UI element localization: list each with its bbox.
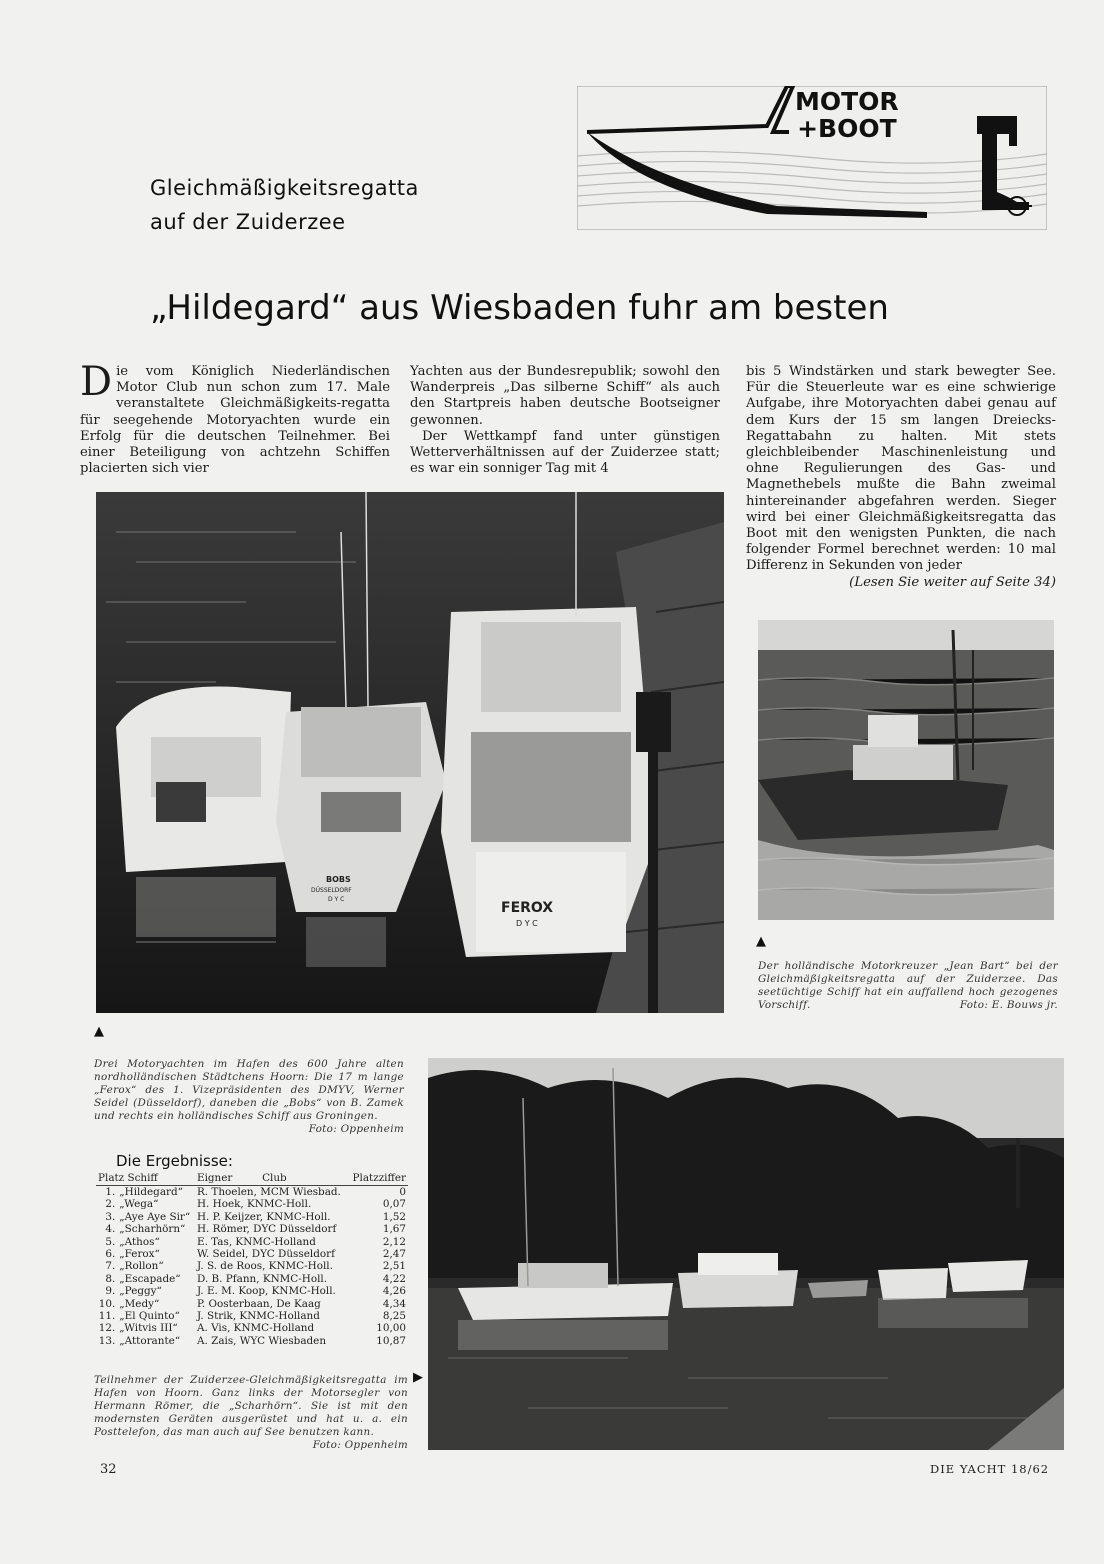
result-place: 12.: [98, 1322, 116, 1335]
results-row: [96, 1198, 408, 1210]
result-place: 4.: [105, 1223, 116, 1236]
magazine-issue: DIE YACHT 18/62: [930, 1462, 1050, 1476]
bobs-nameplate: BOBS: [326, 875, 351, 884]
result-owner-club: P. Oosterbaan, De Kaag: [196, 1297, 321, 1310]
column-2-paragraph-1: Yachten aus der Bundesrepublik; sowohl den Wanderpreis „Das silberne Schiff“ als auch den Startpreis haben deutsche Bootseigner gewonnen.: [410, 364, 720, 428]
bobs-city-mark: DÜSSELDORF: [311, 887, 352, 894]
drop-cap: D: [80, 359, 113, 405]
result-place: 9.: [105, 1285, 116, 1298]
results-header-row: [96, 1172, 408, 1186]
result-place: 8.: [105, 1272, 116, 1285]
result-ship: „Medy“: [119, 1297, 160, 1310]
column-3-text: bis 5 Windstärken und stark bewegter See. Für die Steuerleute war es eine schwierige Aufgabe, ihre Motoryachten dabei genau auf dem Kurs der 15 sm langen Dreiecks-Regattabahn zu halten. Mit stets gleichbleibender Maschinenleistung und ohne Regulierungen des Gas- und Magnethebels mußte die Bahn zweimal hintereinander abgefahren werden. Sieger wird bei einer Gleichmäßigkeitsregatta das Boot mit den wenigsten Punkten, die nach folgender Formel berechnet werden: 10 mal Differenz in Sekunden von jeder: [746, 364, 1056, 574]
result-ship: „Aye Aye Sir“: [119, 1210, 191, 1223]
caption-hoorn: [94, 1058, 404, 1136]
results-row: [96, 1322, 408, 1334]
results-row: [96, 1273, 408, 1285]
caption-harbour-credit: Foto: Oppenheim: [312, 1439, 408, 1451]
result-ship: „Hildegard“: [119, 1186, 183, 1198]
logo-text: [795, 88, 899, 142]
result-owner-club: R. Thoelen, MCM Wiesbad.: [196, 1186, 341, 1198]
result-ship: „Ferox“: [119, 1248, 160, 1261]
result-ship: „Witvis III“: [119, 1322, 178, 1335]
kicker-line-2: auf der Zuiderzee: [150, 210, 346, 234]
results-row: [96, 1186, 408, 1199]
result-owner-club: H. Römer, DYC Düsseldorf: [196, 1223, 337, 1236]
result-owner-club: J. Strik, KNMC-Holland: [196, 1310, 320, 1323]
ferox-nameplate: FEROX: [501, 900, 554, 916]
photo-three-yachts: [96, 492, 724, 1013]
continued-note: (Lesen Sie weiter auf Seite 34): [849, 574, 1056, 590]
result-owner-club: J. S. de Roos, KNMC-Holl.: [196, 1260, 333, 1273]
results-row: [96, 1211, 408, 1223]
bobs-club-mark: D Y C: [328, 896, 345, 903]
result-place: 5.: [105, 1235, 116, 1248]
results-row: [96, 1236, 408, 1248]
result-score: 10,87: [376, 1334, 406, 1347]
result-place: 13.: [98, 1334, 116, 1347]
result-place: 10.: [98, 1297, 116, 1310]
caption-hoorn-credit: Foto: Oppenheim: [308, 1123, 404, 1135]
caption-jean-bart-credit: Foto: E. Bouws jr.: [959, 999, 1058, 1011]
caption-hoorn-text: Drei Motoryachten im Hafen des 600 Jahre alten nordholländischen Städtchens Hoorn: Die 17 m lange „Ferox“ des 1. Vizepräsidenten des DMYV, Werner Seidel (Düsseldorf), daneben die „Bobs“ von B. Zamek und rechts ein holländisches Schiff aus Groningen.: [94, 1058, 404, 1122]
results-row: [96, 1285, 408, 1297]
results-table-wrap: [96, 1172, 408, 1347]
article-column-2: [410, 364, 720, 477]
result-ship: „Attorante“: [119, 1334, 181, 1347]
result-score: 1,67: [382, 1223, 406, 1236]
photo-jean-bart: [758, 620, 1054, 920]
result-ship: „El Quinto“: [119, 1310, 180, 1323]
caption-jean-bart-text: Der holländische Motorkreuzer „Jean Bart“ bei der Gleichmäßigkeitsregatta auf der Zuiderzee. Das seetüchtige Schiff hat ein auffallend hoch gezogenes Vorschiff.: [758, 960, 1058, 1011]
header-eigner-club: Eigner Club: [195, 1172, 348, 1186]
result-owner-club: A. Zais, WYC Wiesbaden: [196, 1334, 327, 1347]
result-place: 11.: [98, 1310, 116, 1323]
result-owner-club: J. E. M. Koop, KNMC-Holl.: [196, 1285, 336, 1298]
result-score: 0,07: [382, 1198, 406, 1211]
result-place: 7.: [105, 1260, 116, 1273]
caption-marker-right-icon: ▶: [413, 1370, 423, 1385]
result-owner-club: A. Vis, KNMC-Holland: [196, 1322, 315, 1335]
result-owner-club: W. Seidel, DYC Düsseldorf: [196, 1248, 335, 1261]
column-2-paragraph-2: Der Wettkampf fand unter günstigen Wetterverhältnissen auf der Zuiderzee statt; es war ein sonniger Tag mit 4: [410, 428, 720, 477]
caption-harbour: [94, 1374, 408, 1452]
result-ship: „Athos“: [119, 1235, 160, 1248]
result-ship: „Wega“: [119, 1198, 159, 1211]
results-row: [96, 1223, 408, 1235]
caption-harbour-text: Teilnehmer der Zuiderzee-Gleichmäßigkeitsregatta im Hafen von Hoorn. Ganz links der Motorsegler von Hermann Römer, die „Scharhörn“. Sie ist mit den modernsten Geräten ausgerüstet und hat u. a. ein Posttelefon, das man auch auf See benutzen kann.: [94, 1374, 408, 1438]
logo-line-1: MOTOR: [795, 87, 899, 116]
result-place: 3.: [105, 1210, 116, 1223]
column-1-text: ie vom Königlich Niederländischen Motor Club nun schon zum 17. Male veranstaltete Gleichmäßigkeits-regatta für seegehende Motoryachten wurde ein Erfolg für die deutschen Teilnehmer. Bei einer Beteiligung von achtzehn Schiffen placierten sich vier: [80, 364, 390, 477]
caption-marker-up-icon: ▲: [94, 1024, 104, 1039]
ferox-club-mark: D Y C: [516, 919, 538, 928]
result-place: 6.: [105, 1248, 116, 1261]
result-score: 2,47: [382, 1248, 406, 1261]
result-place: 1.: [105, 1186, 116, 1198]
result-score: 4,34: [382, 1297, 406, 1310]
result-place: 2.: [105, 1198, 116, 1211]
result-score: 4,22: [382, 1272, 406, 1285]
results-body: [96, 1186, 408, 1348]
photo-hoorn-harbour: [428, 1058, 1064, 1450]
result-ship: „Escapade“: [119, 1272, 181, 1285]
motor-boot-logo: [577, 86, 1047, 230]
result-score: 10,00: [376, 1322, 406, 1335]
result-score: 2,51: [382, 1260, 406, 1273]
result-score: 4,26: [382, 1285, 406, 1298]
results-row: [96, 1248, 408, 1260]
page-number: 32: [100, 1462, 117, 1477]
result-ship: „Rollon“: [119, 1260, 164, 1273]
headline: „Hildegard“ aus Wiesbaden fuhr am besten: [150, 288, 889, 328]
result-owner-club: H. Hoek, KNMC-Holl.: [196, 1198, 312, 1211]
header-platz-schiff: Platz Schiff: [96, 1172, 195, 1186]
caption-marker-up-icon: ▲: [756, 934, 766, 949]
results-row: [96, 1260, 408, 1272]
article-column-3: [746, 364, 1056, 591]
results-row: [96, 1310, 408, 1322]
results-table: [96, 1172, 408, 1347]
results-row: [96, 1298, 408, 1310]
result-ship: „Scharhörn“: [119, 1223, 186, 1236]
article-column-1: [80, 359, 390, 477]
result-score: 0: [399, 1186, 406, 1198]
header-platzziffer: Platzziffer: [348, 1172, 408, 1186]
result-ship: „Peggy“: [119, 1285, 162, 1298]
results-row: [96, 1335, 408, 1347]
logo-line-2: +BOOT: [797, 114, 897, 143]
results-title: Die Ergebnisse:: [116, 1152, 233, 1170]
result-owner-club: D. B. Pfann, KNMC-Holl.: [196, 1272, 328, 1285]
kicker-line-1: Gleichmäßigkeitsregatta: [150, 176, 419, 200]
caption-jean-bart: [758, 960, 1058, 1012]
result-owner-club: H. P. Keijzer, KNMC-Holl.: [196, 1210, 331, 1223]
result-score: 2,12: [382, 1235, 406, 1248]
result-score: 1,52: [382, 1210, 406, 1223]
result-score: 8,25: [382, 1310, 406, 1323]
result-owner-club: E. Tas, KNMC-Holland: [196, 1235, 316, 1248]
